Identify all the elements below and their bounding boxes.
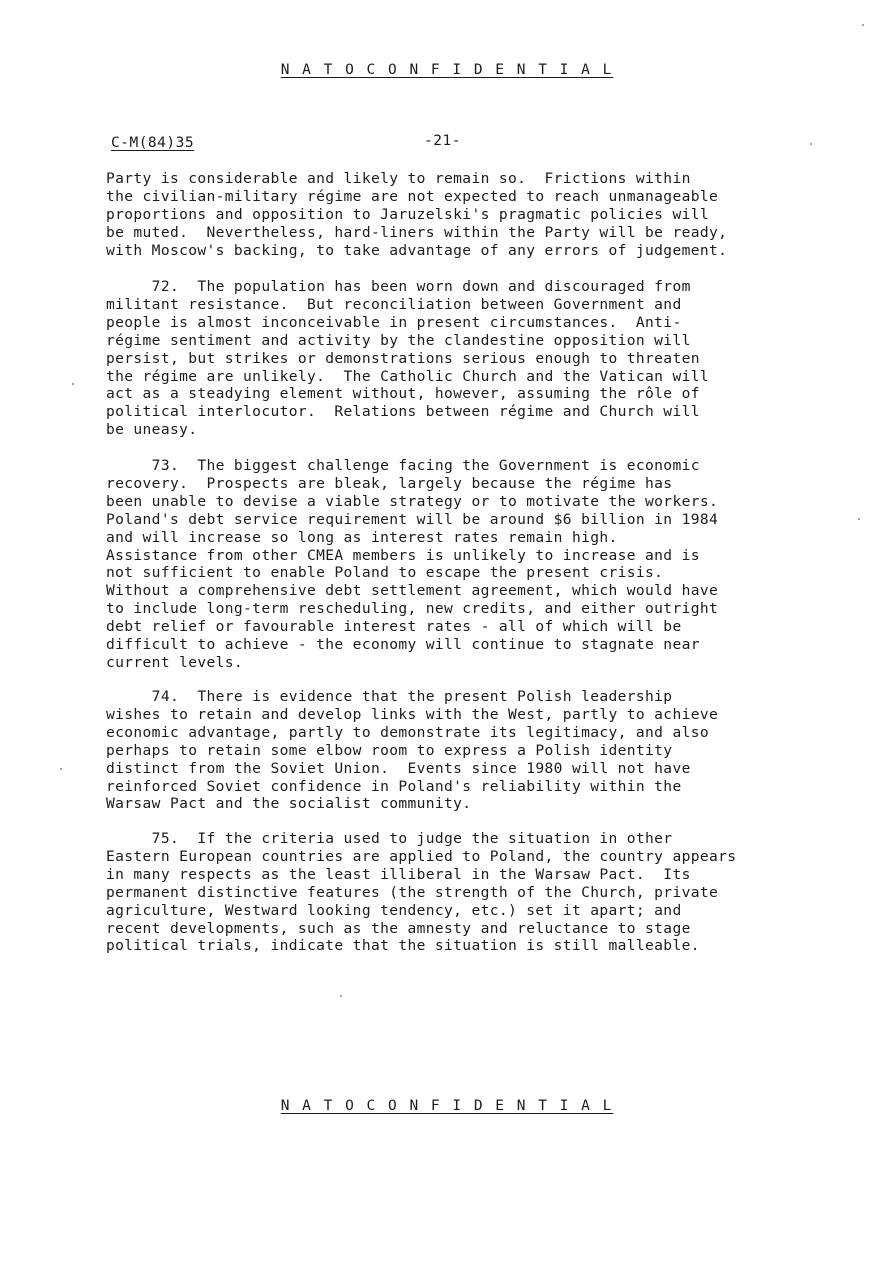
paragraph-74: 74. There is evidence that the present Polish leadership wishes to retain and develop links with the West, partly to achieve economic advantage, partly to demonstrate its legitimacy, and also perhaps to retain some elbow room to express a Polish identity distinct from the Soviet Union. Events since 1980 will not have reinforced Soviet confidence in Poland's reliability within the Warsaw Pact and the socialist community. [106,688,719,813]
scan-speck [862,24,864,26]
scan-speck [60,768,62,770]
paragraph-73: 73. The biggest challenge facing the Government is economic recovery. Prospects are bleak, largely because the régime has been unable to devise a viable strategy or to motivate the workers. Poland's debt service requirement will be around $6 billion in 1984 and will increase so long as interest rates remain high. Assistance from other CMEA members is unlikely to increase and is not sufficient to enable Poland to escape the present crisis. Without a comprehensive debt settlement agreement, which would have to include long-term rescheduling, new credits, and either outright debt relief or favourable interest rates - all of which will be difficult to achieve - the economy will continue to stagnate near current levels. [106,457,719,671]
classification-header-text: N A T O C O N F I D E N T I A L [280,62,614,78]
scan-speck [72,383,74,385]
paragraph-75: 75. If the criteria used to judge the situation in other Eastern European countries are applied to Poland, the country appears in many respects as the least illiberal in the Warsaw Pact. Its permanent distinctive features (the strength of the Church, private agriculture, Westward looking tendency, etc.) set it apart; and recent developments, such as the amnesty and reluctance to stage political trials, indicate that the situation is still malleable. [106,830,737,955]
classification-header [0,62,894,78]
classification-footer-text: N A T O C O N F I D E N T I A L [280,1098,614,1114]
document-reference: C-M(84)35 [111,135,195,151]
paragraph-72: 72. The population has been worn down and discouraged from militant resistance. But reconciliation between Government and people is almost inconceivable in present circumstances. Anti- régime sentiment and activity by the clandestine opposition will persist, but strikes or demonstrations serious enough to threaten the régime are unlikely. The Catholic Church and the Vatican will act as a steadying element without, however, assuming the rôle of political interlocutor. Relations between régime and Church will be uneasy. [106,278,709,439]
scan-speck [810,143,812,145]
scan-speck [340,995,342,997]
page-number: -21- [424,133,461,149]
paragraph-continued: Party is considerable and likely to remain so. Frictions within the civilian-military régime are not expected to reach unmanageable proportions and opposition to Jaruzelski's pragmatic policies will be muted. Nevertheless, hard-liners within the Party will be ready, with Moscow's backing, to take advantage of any errors of judgement. [106,170,728,259]
scan-speck [858,518,860,520]
classification-footer [0,1098,894,1114]
